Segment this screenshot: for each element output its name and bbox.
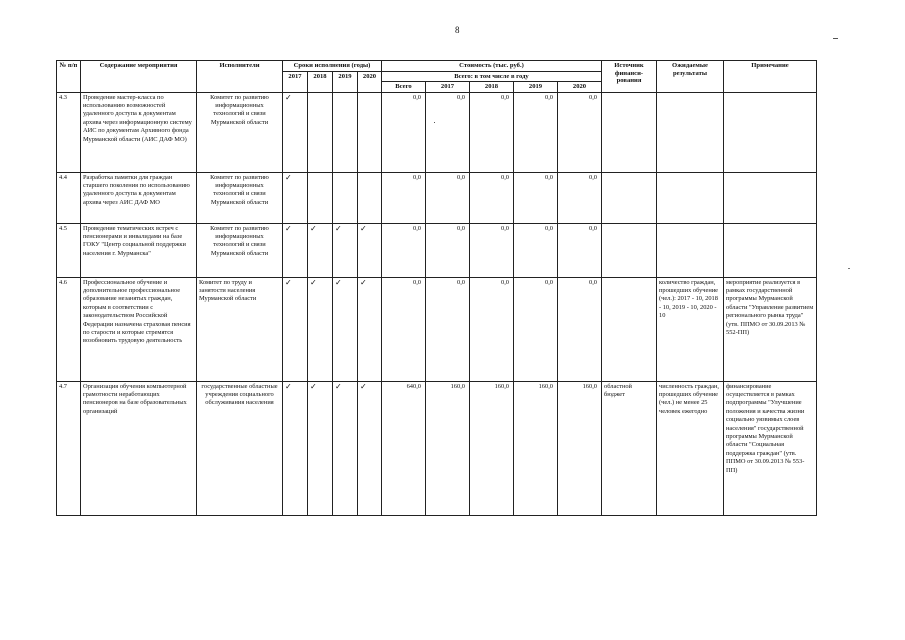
check-mark: ✓ bbox=[283, 223, 308, 277]
col-terms-header: Сроки исполнения (годы) bbox=[283, 61, 382, 72]
cost-year: 0,0 bbox=[558, 277, 602, 381]
check-mark bbox=[358, 92, 382, 172]
check-mark bbox=[333, 172, 358, 223]
measures-table bbox=[56, 60, 817, 516]
table-row bbox=[57, 277, 817, 381]
row-expected bbox=[657, 223, 724, 277]
check-mark: ✓ bbox=[333, 277, 358, 381]
col-no-header: № п/п bbox=[57, 61, 81, 93]
cost-year: 0,0 bbox=[470, 277, 514, 381]
row-note: мероприятие реализуется в рамках государственной программы Мурманской области "Управление развитием регионального рынка труда" (утв. ППМО от 30.09.2013 № 552-ПП) bbox=[724, 277, 817, 381]
check-mark: ✓ bbox=[308, 223, 333, 277]
cost-year: 160,0 bbox=[426, 381, 470, 515]
col-executors-header: Исполнители bbox=[197, 61, 283, 93]
check-mark: ✓ bbox=[283, 381, 308, 515]
col-source-header: Источник финанси-рования bbox=[602, 61, 657, 93]
row-content: Проведение тематических встреч с пенсионерами и инвалидами на базе ГОКУ "Центр социальной поддержки населения г. Мурманска" bbox=[81, 223, 197, 277]
row-number: 4.3 bbox=[57, 92, 81, 172]
cost-year: 160,0 bbox=[470, 381, 514, 515]
cost-year: 0,0 bbox=[426, 277, 470, 381]
row-note bbox=[724, 172, 817, 223]
year-header: 2018 bbox=[308, 71, 333, 92]
row-number: 4.7 bbox=[57, 381, 81, 515]
cost-year: 0,0 bbox=[470, 92, 514, 172]
row-note bbox=[724, 92, 817, 172]
cost-total: 0,0 bbox=[382, 223, 426, 277]
cost-col-header: 2020 bbox=[558, 82, 602, 93]
cost-col-header: 2018 bbox=[470, 82, 514, 93]
check-mark: ✓ bbox=[308, 381, 333, 515]
check-mark bbox=[308, 92, 333, 172]
row-content: Организация обучения компьютерной грамотности неработающих пенсионеров на базе образовательных организаций bbox=[81, 381, 197, 515]
page-number: 8 bbox=[455, 25, 460, 35]
year-header: 2017 bbox=[283, 71, 308, 92]
row-expected bbox=[657, 172, 724, 223]
check-mark: ✓ bbox=[358, 277, 382, 381]
check-mark bbox=[358, 172, 382, 223]
cost-year: 0,0 bbox=[426, 92, 470, 172]
check-mark: ✓ bbox=[333, 223, 358, 277]
check-mark bbox=[333, 92, 358, 172]
col-note-header: Примечание bbox=[724, 61, 817, 93]
row-source: областной бюджет bbox=[602, 381, 657, 515]
table-row bbox=[57, 223, 817, 277]
table-row bbox=[57, 92, 817, 172]
cost-year: 0,0 bbox=[514, 92, 558, 172]
cost-year: 0,0 bbox=[514, 172, 558, 223]
row-source bbox=[602, 223, 657, 277]
table-row bbox=[57, 172, 817, 223]
row-source bbox=[602, 172, 657, 223]
year-header: 2019 bbox=[333, 71, 358, 92]
col-cost-header: Стоимость (тыс. руб.) bbox=[382, 61, 602, 72]
cost-year: 0,0 bbox=[558, 92, 602, 172]
col-content-header: Содержание мероприятия bbox=[81, 61, 197, 93]
check-mark: ✓ bbox=[333, 381, 358, 515]
cost-year: 0,0 bbox=[514, 223, 558, 277]
row-content: Профессиональное обучение и дополнительное профессиональное образование незанятых граждан, которым в соответствии с законодательством Российской Федерации назначена страховая пенсия по старости и которые стремятся возобновить трудовую деятельность bbox=[81, 277, 197, 381]
cost-sub-header: Всего: в том числе в году bbox=[382, 71, 602, 82]
row-source bbox=[602, 92, 657, 172]
cost-total: 0,0 bbox=[382, 92, 426, 172]
check-mark: ✓ bbox=[283, 92, 308, 172]
row-note: финансирование осуществляется в рамках подпрограммы "Улучшение положения и качества жизни социально уязвимых слоев населения" государственной программы Мурманской области "Социальная поддержка граждан" (утв. ППМО от 30.09.2013 № 553-ПП) bbox=[724, 381, 817, 515]
col-expected-header: Ожидаемые результаты bbox=[657, 61, 724, 93]
check-mark bbox=[308, 172, 333, 223]
row-source bbox=[602, 277, 657, 381]
check-mark: ✓ bbox=[358, 381, 382, 515]
cost-year: 0,0 bbox=[558, 223, 602, 277]
cost-col-header: 2019 bbox=[514, 82, 558, 93]
row-number: 4.5 bbox=[57, 223, 81, 277]
cost-year: 0,0 bbox=[470, 172, 514, 223]
cost-total: 0,0 bbox=[382, 277, 426, 381]
cost-total: 0,0 bbox=[382, 172, 426, 223]
cost-col-header: Всего bbox=[382, 82, 426, 93]
cost-col-header: 2017 bbox=[426, 82, 470, 93]
check-mark: ✓ bbox=[283, 172, 308, 223]
row-executor: государственные областные учреждения социального обслуживания населения bbox=[197, 381, 283, 515]
row-number: 4.4 bbox=[57, 172, 81, 223]
check-mark: ✓ bbox=[358, 223, 382, 277]
scan-mark bbox=[833, 38, 838, 39]
row-executor: Комитет по развитию информационных технологий и связи Мурманской области bbox=[197, 172, 283, 223]
row-executor: Комитет по развитию информационных технологий и связи Мурманской области bbox=[197, 92, 283, 172]
check-mark: ✓ bbox=[308, 277, 333, 381]
cost-year: 0,0 bbox=[426, 223, 470, 277]
check-mark: ✓ bbox=[283, 277, 308, 381]
row-note bbox=[724, 223, 817, 277]
row-executor: Комитет по труду и занятости населения Мурманской области bbox=[197, 277, 283, 381]
cost-year: 0,0 bbox=[426, 172, 470, 223]
cost-year: 0,0 bbox=[514, 277, 558, 381]
cost-total: 640,0 bbox=[382, 381, 426, 515]
row-content: Разработка памятки для граждан старшего поколения по использованию удаленного доступа к документам архива через АИС ДАФ МО bbox=[81, 172, 197, 223]
cost-year: 160,0 bbox=[558, 381, 602, 515]
cost-year: 0,0 bbox=[558, 172, 602, 223]
row-number: 4.6 bbox=[57, 277, 81, 381]
scan-mark bbox=[848, 268, 850, 269]
row-content: Проведение мастер-класса по использованию возможностей удаленного доступа к документам архива через информационную систему АИС по документам Архивного фонда Мурманской области (АИС ДАФ МО) bbox=[81, 92, 197, 172]
row-expected bbox=[657, 92, 724, 172]
row-expected: количество граждан, прошедших обучение (чел.): 2017 - 10, 2018 - 10, 2019 - 10, 2020 - 10 bbox=[657, 277, 724, 381]
year-header: 2020 bbox=[358, 71, 382, 92]
table-row bbox=[57, 381, 817, 515]
cost-year: 0,0 bbox=[470, 223, 514, 277]
row-expected: численность граждан, прошедших обучение (чел.) не менее 25 человек ежегодно bbox=[657, 381, 724, 515]
cost-year: 160,0 bbox=[514, 381, 558, 515]
row-executor: Комитет по развитию информационных технологий и связи Мурманской области bbox=[197, 223, 283, 277]
